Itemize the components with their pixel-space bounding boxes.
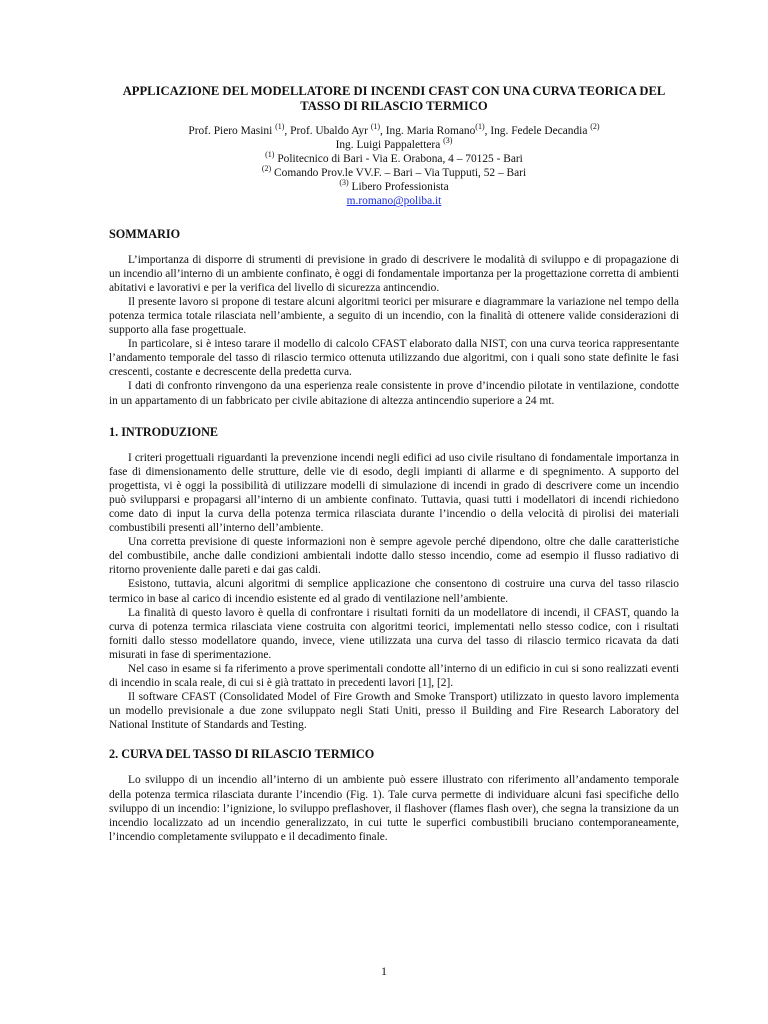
paragraph: I criteri progettuali riguardanti la prevenzione incendi negli edifici ad uso civile risultano di fondamentale importanza in fase di dimensionamento delle strutture, delle vie di esodo, degli impianti di allarme e di spegnimento. A supporto del progettista, vi è oggi la possibilità di utilizzare modelli di simulazione di incendi in grado di descrivere come un incendio può svilupparsi e propagarsi all’interno di un ambiente confinato. Tuttavia, quasi tutti i modellatori di incendi richiedono come dato di input la curva della potenza termica rilasciata durante l’incendio o della velocità di pirolisi dei materiali combustibili presenti all’interno dell’ambiente. bbox=[109, 451, 679, 535]
affiliation-3 bbox=[109, 180, 679, 194]
authors-line-1 bbox=[109, 124, 679, 138]
section-heading: 2. CURVA DEL TASSO DI RILASCIO TERMICO bbox=[109, 747, 375, 762]
section-curva-rilascio-termico bbox=[109, 747, 679, 843]
affiliation-text: Politecnico di Bari - Via E. Orabona, 4 – 70125 - Bari bbox=[274, 153, 523, 166]
paragraph: Il software CFAST (Consolidated Model of Fire Growth and Smoke Transport) utilizzato in questo lavoro implementa un modello previsionale a due zone sviluppato negli Stati Uniti, presso il Building and Fire Research Laboratory del National Institute of Standards and Testing. bbox=[109, 691, 679, 732]
section-heading: SOMMARIO bbox=[109, 226, 181, 241]
section-sommario bbox=[109, 227, 679, 408]
author-name: Ing. Maria Romano bbox=[385, 125, 476, 137]
author-separator: , bbox=[380, 125, 386, 137]
authors-line-2 bbox=[109, 138, 679, 152]
paragraph: Una corretta previsione di queste informazioni non è sempre agevole perché dipendono, oltre che dalle caratteristiche del combustibile, anche dalle condizioni ambientali indotte dallo stesso incendio, come ad esempio il flusso radiativo di ritorno proveniente dalle pareti e dai gas caldi. bbox=[109, 536, 679, 577]
author-separator: , bbox=[284, 125, 291, 137]
author-affiliation-mark: (3) bbox=[443, 136, 453, 146]
affiliation-2 bbox=[109, 166, 679, 180]
affiliation-mark: (2) bbox=[261, 164, 272, 174]
paragraph: La finalità di questo lavoro è quella di confrontare i risultati forniti da un modellatore di incendi, il CFAST, quando la curva di potenza termica rilasciata viene costruita con algoritmi teorici, implementati nello stesso codice, con i risultati forniti dallo stesso modellatore quando, invece, viene utilizzata una curva del tasso di rilascio termico ricavata da dati misurati in fase di sperimentazione. bbox=[109, 606, 679, 661]
affiliation-mark: (1) bbox=[265, 150, 275, 160]
affiliation-1 bbox=[109, 152, 679, 166]
paragraph: L’importanza di disporre di strumenti di previsione in grado di descrivere le modalità di sviluppo e di propagazione di un incendio all’interno di un ambiente confinato, è oggi di fondamentale importanza per la progettazione corretta di ambienti abitativi e lavorativi e per la verifica del livello di sicurezza antincendio. bbox=[109, 253, 679, 294]
affiliation-mark: (3) bbox=[339, 178, 349, 188]
paragraph: In particolare, si è inteso tarare il modello di calcolo CFAST elaborato dalla NIST, con una curva teorica rappresentante l’andamento temporale del tasso di rilascio termico ottenuta utilizzando due algoritmi, con i quali sono state definite le fasi crescenti, costante e decrescente della predetta curva. bbox=[109, 338, 679, 379]
email-line bbox=[109, 194, 679, 208]
author-name: Prof. Piero Masini bbox=[188, 125, 276, 137]
page-number: 1 bbox=[381, 964, 387, 978]
paper-page bbox=[109, 84, 679, 844]
author-name: Ing. Luigi Pappalettera bbox=[335, 139, 444, 152]
author-affiliation-mark: (1) bbox=[275, 122, 285, 132]
author-name: Prof. Ubaldo Ayr bbox=[290, 125, 371, 137]
section-introduzione bbox=[109, 425, 679, 733]
author-affiliation-mark: (1) bbox=[475, 122, 485, 132]
section-body bbox=[109, 451, 679, 733]
paragraph: Nel caso in esame si fa riferimento a prove sperimentali condotte all’interno di un edificio in cui si sono realizzati eventi di incendio in scala reale, di cui si è già trattato in precedenti lavori [1], [2]. bbox=[109, 663, 679, 690]
paper-title: APPLICAZIONE DEL MODELLATORE DI INCENDI CFAST CON UNA CURVA TEORICA DEL TASSO DI RILASCIO TERMICO bbox=[122, 84, 666, 113]
author-email-link[interactable]: m.romano@poliba.it bbox=[346, 195, 442, 208]
affiliation-text: Comando Prov.le VV.F. – Bari – Via Tupputi, 52 – Bari bbox=[271, 167, 527, 180]
paragraph: I dati di confronto rinvengono da una esperienza reale consistente in prove d’incendio pilotate in ventilazione, condotte in un appartamento di un fabbricato per civile abitazione di altezza antincendio superiore a 24 mt. bbox=[109, 380, 679, 407]
affiliation-text: Libero Professionista bbox=[348, 181, 449, 194]
section-heading: 1. INTRODUZIONE bbox=[109, 424, 219, 439]
author-affiliation-mark: (1) bbox=[370, 122, 381, 132]
paragraph: Il presente lavoro si propone di testare alcuni algoritmi teorici per misurare e diagrammare la variazione nel tempo della potenza termica totale rilasciata nell’ambiente, a seguito di un incendio, con la finalità di ottenere valide considerazioni di supporto alla fase progettuale. bbox=[109, 295, 679, 337]
author-separator: , bbox=[484, 125, 491, 137]
section-body bbox=[109, 253, 679, 408]
author-affiliation-mark: (2) bbox=[590, 122, 600, 132]
author-name: Ing. Fedele Decandia bbox=[490, 125, 591, 137]
author-block bbox=[109, 124, 679, 209]
paragraph: Lo sviluppo di un incendio all’interno di un ambiente può essere illustrato con riferimento all’andamento temporale della potenza termica rilasciata durante l’incendio (Fig. 1). Tale curva permette di individuare alcuni fasi specifiche dello sviluppo di un incendio: l’ignizione, lo sviluppo preflashover, il flashover (flames flash over), che segna la transizione da un incendio localizzato ad un incendio generalizzato, in cui tutte le superfici combustibili bruciano contemporaneamente, l’incendio completamente sviluppato e il decadimento finale. bbox=[109, 774, 679, 843]
paragraph: Esistono, tuttavia, alcuni algoritmi di semplice applicazione che consentono di costruire una curva del tasso rilascio termico in base al carico di incendio esistente ed al grado di ventilazione nell’ambiente. bbox=[109, 578, 679, 605]
section-body bbox=[109, 773, 679, 843]
